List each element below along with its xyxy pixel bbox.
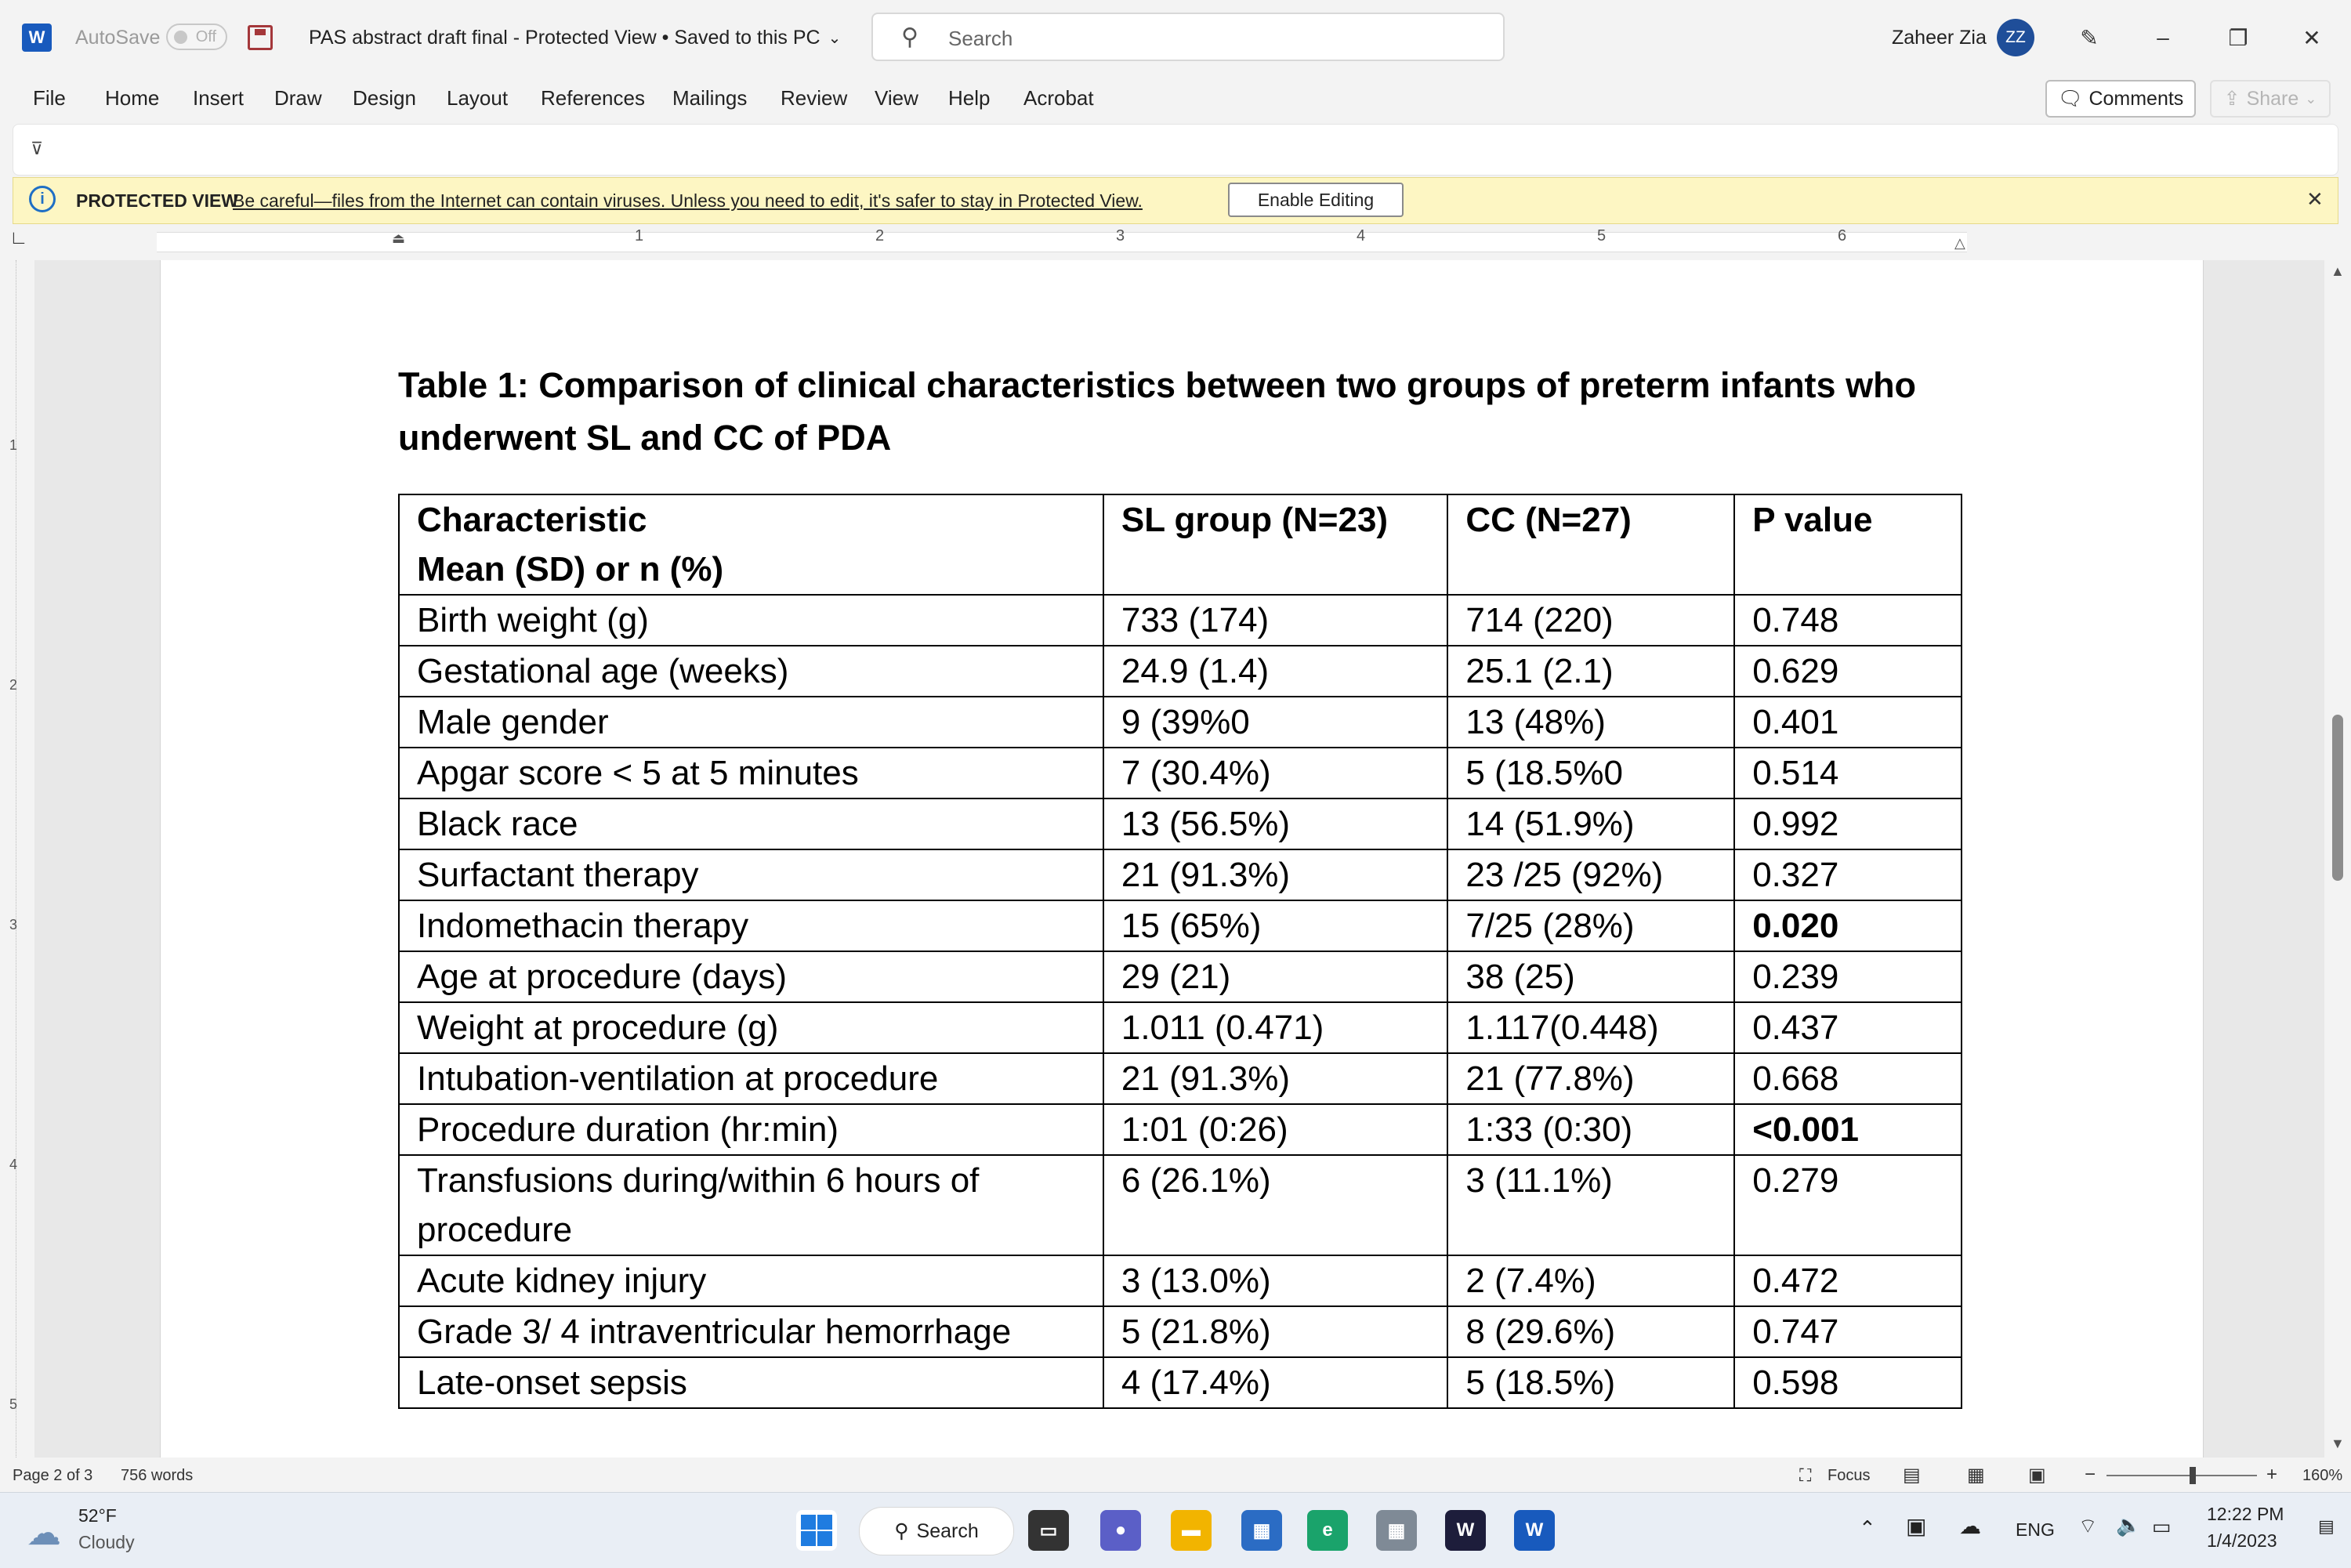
zoom-level[interactable]: 160% — [2302, 1467, 2343, 1484]
vertical-ruler-number: 1 — [9, 437, 18, 453]
title-bar — [0, 0, 2351, 75]
wifi-icon[interactable]: ⌔ — [2078, 1514, 2098, 1537]
info-icon: i — [29, 186, 56, 212]
tab-review[interactable]: Review — [781, 86, 848, 110]
display-icon[interactable]: ▣ — [1906, 1514, 1927, 1538]
data-table — [398, 494, 1962, 1409]
chevron-up-icon[interactable]: ⌃ — [1859, 1516, 1876, 1540]
battery-icon[interactable]: ▭ — [2152, 1515, 2172, 1538]
zoom-slider-thumb[interactable] — [2190, 1467, 2196, 1484]
tab-insert[interactable]: Insert — [193, 86, 245, 110]
table-row — [399, 798, 1962, 849]
cell-sl: 21 (91.3%) — [1103, 849, 1448, 900]
file-explorer-icon[interactable]: ▬ — [1171, 1510, 1212, 1551]
protected-view-message[interactable]: Be careful—files from the Internet can contain viruses. Unless you need to edit, it's safer to stay in Protected View. — [233, 190, 1143, 211]
cell-p: 0.279 — [1734, 1155, 1962, 1255]
cell-p: 0.401 — [1734, 697, 1962, 748]
cell-characteristic: Transfusions during/within 6 hours of procedure — [399, 1155, 1103, 1255]
cell-sl: 7 (30.4%) — [1103, 748, 1448, 798]
cell-p: 0.992 — [1734, 798, 1962, 849]
taskbar-search-button[interactable] — [859, 1507, 1014, 1555]
clock-time[interactable]: 12:22 PM — [2207, 1504, 2284, 1524]
word-count[interactable]: 756 words — [121, 1467, 194, 1484]
protected-view-label: PROTECTED VIEW — [76, 190, 239, 211]
print-layout-icon[interactable]: ▦ — [1967, 1465, 1985, 1486]
cell-p-significant: <0.001 — [1734, 1104, 1962, 1155]
cell-characteristic: Age at procedure (days) — [399, 951, 1103, 1002]
cell-p: 0.748 — [1734, 595, 1962, 646]
ruler-number: 2 — [875, 227, 885, 244]
zoom-out-button[interactable]: − — [2085, 1464, 2096, 1485]
table-row — [399, 1306, 1962, 1357]
search-icon: ⚲ — [901, 24, 918, 50]
horizontal-ruler[interactable] — [0, 227, 2351, 255]
tab-acrobat[interactable]: Acrobat — [1023, 86, 1094, 110]
cell-sl: 1.011 (0.471) — [1103, 1002, 1448, 1053]
cell-characteristic: Apgar score < 5 at 5 minutes — [399, 748, 1103, 798]
cell-sl: 3 (13.0%) — [1103, 1255, 1448, 1306]
save-icon[interactable] — [248, 25, 273, 50]
tab-mailings[interactable]: Mailings — [672, 86, 748, 110]
cell-cc: 14 (51.9%) — [1447, 798, 1734, 849]
cell-cc: 23 /25 (92%) — [1447, 849, 1734, 900]
word-taskbar-icon[interactable]: W — [1514, 1510, 1555, 1551]
restore-button[interactable]: ❐ — [2228, 25, 2248, 50]
close-icon[interactable]: ✕ — [2306, 187, 2324, 211]
table-row — [399, 1053, 1962, 1104]
ruler-number: 5 — [1597, 227, 1607, 244]
comment-icon: 🗨 — [2057, 87, 2083, 110]
cell-characteristic: Procedure duration (hr:min) — [399, 1104, 1103, 1155]
chat-icon[interactable]: ● — [1100, 1510, 1141, 1551]
cell-p: 0.437 — [1734, 1002, 1962, 1053]
webex-icon[interactable]: W — [1445, 1510, 1486, 1551]
language-indicator[interactable]: ENG — [2016, 1519, 2055, 1540]
share-label: Share — [2246, 87, 2299, 110]
share-button[interactable] — [2210, 80, 2331, 118]
table-header-row — [399, 494, 1962, 595]
share-icon: ⇪ — [2223, 88, 2241, 110]
cell-characteristic: Acute kidney injury — [399, 1255, 1103, 1306]
vertical-ruler-number: 4 — [9, 1157, 18, 1172]
tab-stop-icon[interactable]: ∟ — [9, 227, 28, 248]
cell-p: 0.598 — [1734, 1357, 1962, 1408]
cell-p: 0.629 — [1734, 646, 1962, 697]
cell-p: 0.239 — [1734, 951, 1962, 1002]
cell-sl: 29 (21) — [1103, 951, 1448, 1002]
vertical-ruler — [0, 260, 34, 1458]
tab-file[interactable]: File — [33, 86, 66, 110]
cell-characteristic: Male gender — [399, 697, 1103, 748]
clock-date[interactable]: 1/4/2023 — [2207, 1530, 2277, 1551]
cell-sl: 733 (174) — [1103, 595, 1448, 646]
cell-sl: 9 (39%0 — [1103, 697, 1448, 748]
windows-logo-icon — [799, 1513, 834, 1548]
table-row — [399, 646, 1962, 697]
word-app-icon: W — [22, 24, 52, 52]
vertical-ruler-number: 3 — [9, 917, 18, 932]
search-input[interactable] — [871, 13, 1505, 61]
cell-cc: 5 (18.5%) — [1447, 1357, 1734, 1408]
close-button[interactable]: ✕ — [2302, 25, 2321, 50]
cell-p: 0.747 — [1734, 1306, 1962, 1357]
vertical-ruler-number: 2 — [9, 677, 18, 693]
weather-temp[interactable]: 52°F — [78, 1505, 117, 1526]
cell-p: 0.472 — [1734, 1255, 1962, 1306]
taskbar-search-label: Search — [916, 1519, 979, 1542]
taskbar — [0, 1492, 2351, 1568]
cell-sl: 13 (56.5%) — [1103, 798, 1448, 849]
header-sl-group: SL group (N=23) — [1103, 494, 1448, 595]
chevron-down-icon: ⌄ — [2305, 90, 2317, 107]
page-count[interactable]: Page 2 of 3 — [13, 1467, 93, 1484]
ruler-number: 3 — [1116, 227, 1125, 244]
table-row — [399, 1357, 1962, 1408]
edge-icon[interactable]: e — [1307, 1510, 1348, 1551]
cell-p-significant: 0.020 — [1734, 900, 1962, 951]
table-row — [399, 1255, 1962, 1306]
enable-editing-button[interactable]: Enable Editing — [1228, 183, 1404, 217]
tab-home[interactable]: Home — [105, 86, 160, 110]
tab-references[interactable]: References — [541, 86, 645, 110]
table-row — [399, 1155, 1962, 1255]
vertical-ruler-number: 5 — [9, 1396, 18, 1412]
cell-characteristic: Surfactant therapy — [399, 849, 1103, 900]
tab-view[interactable]: View — [875, 86, 918, 110]
cell-cc: 21 (77.8%) — [1447, 1053, 1734, 1104]
cell-sl: 15 (65%) — [1103, 900, 1448, 951]
calculator-icon[interactable]: ▦ — [1376, 1510, 1417, 1551]
cell-p: 0.327 — [1734, 849, 1962, 900]
tab-draw[interactable]: Draw — [274, 86, 322, 110]
table-row — [399, 697, 1962, 748]
weather-desc[interactable]: Cloudy — [78, 1532, 135, 1552]
protected-view-bar — [13, 177, 2338, 224]
table-row — [399, 1002, 1962, 1053]
table-row — [399, 900, 1962, 951]
cell-sl: 5 (21.8%) — [1103, 1306, 1448, 1357]
minimize-button[interactable]: – — [2157, 25, 2169, 49]
zoom-slider[interactable] — [2106, 1475, 2257, 1476]
scrollbar-thumb[interactable] — [2332, 715, 2343, 881]
header-p-value: P value — [1734, 494, 1962, 595]
cell-cc: 38 (25) — [1447, 951, 1734, 1002]
vertical-scrollbar[interactable] — [2324, 260, 2351, 1458]
tab-layout[interactable]: Layout — [447, 86, 509, 110]
web-layout-icon[interactable]: ▣ — [2028, 1465, 2046, 1486]
cell-cc: 1.117(0.448) — [1447, 1002, 1734, 1053]
zoom-in-button[interactable]: + — [2266, 1464, 2278, 1485]
cell-cc: 714 (220) — [1447, 595, 1734, 646]
cell-cc: 8 (29.6%) — [1447, 1306, 1734, 1357]
cell-cc: 3 (11.1%) — [1447, 1155, 1734, 1255]
header-characteristic-line1: Characteristic — [417, 501, 647, 539]
ribbon-collapsed — [13, 124, 2338, 176]
table-row — [399, 951, 1962, 1002]
ruler-number: 4 — [1357, 227, 1366, 244]
table-row — [399, 748, 1962, 798]
tab-design[interactable]: Design — [353, 86, 416, 110]
user-name[interactable]: Zaheer Zia — [1892, 26, 1987, 49]
search-placeholder: Search — [948, 27, 1013, 50]
pen-icon[interactable]: ✎ — [2080, 25, 2099, 50]
read-mode-icon[interactable]: ▤ — [1903, 1465, 1921, 1486]
ruler-number: 1 — [635, 227, 644, 244]
focus-icon[interactable]: ⛶ — [1799, 1465, 1812, 1485]
indent-marker-icon[interactable]: ⏏ — [392, 230, 406, 246]
autosave-label: AutoSave — [75, 26, 161, 49]
cell-characteristic: Indomethacin therapy — [399, 900, 1103, 951]
menu-bar — [0, 75, 2351, 124]
cell-cc: 25.1 (2.1) — [1447, 646, 1734, 697]
cell-characteristic: Grade 3/ 4 intraventricular hemorrhage — [399, 1306, 1103, 1357]
ruler-track — [157, 232, 1967, 252]
cell-characteristic: Black race — [399, 798, 1103, 849]
tab-help[interactable]: Help — [948, 86, 991, 110]
cell-characteristic: Intubation-ventilation at procedure — [399, 1053, 1103, 1104]
notification-icon[interactable]: ▤ — [2318, 1516, 2335, 1536]
store-icon[interactable]: ▦ — [1241, 1510, 1282, 1551]
cell-sl: 24.9 (1.4) — [1103, 646, 1448, 697]
ribbon-expand-icon[interactable]: ⊽ — [31, 139, 44, 158]
header-characteristic — [399, 494, 1103, 595]
comments-label: Comments — [2088, 87, 2184, 110]
header-cc-group: CC (N=27) — [1447, 494, 1734, 595]
cell-sl: 6 (26.1%) — [1103, 1155, 1448, 1255]
table-row — [399, 849, 1962, 900]
scroll-up-icon[interactable]: ▲ — [2331, 263, 2345, 279]
ruler-number: 6 — [1838, 227, 1847, 244]
avatar[interactable]: ZZ — [1997, 19, 2034, 56]
table-title: Table 1: Comparison of clinical characteristics between two groups of preterm infants who underwent SL and CC of PDA — [398, 365, 1917, 458]
cell-sl: 21 (91.3%) — [1103, 1053, 1448, 1104]
search-icon: ⚲ — [894, 1520, 909, 1542]
windows-start-icon[interactable] — [796, 1510, 837, 1551]
cell-cc: 5 (18.5%0 — [1447, 748, 1734, 798]
cell-sl: 1:01 (0:26) — [1103, 1104, 1448, 1155]
document-title-text: PAS abstract draft final - Protected View • Saved to this PC — [309, 26, 820, 49]
volume-icon[interactable]: 🔈 — [2116, 1513, 2142, 1537]
table-row — [399, 1104, 1962, 1155]
cell-characteristic: Gestational age (weeks) — [399, 646, 1103, 697]
cell-cc: 13 (48%) — [1447, 697, 1734, 748]
onedrive-icon[interactable]: ☁ — [1959, 1514, 1981, 1538]
cell-characteristic: Birth weight (g) — [399, 595, 1103, 646]
table-row — [399, 595, 1962, 646]
comments-button[interactable] — [2045, 80, 2196, 118]
document-title[interactable] — [309, 0, 841, 75]
cell-sl: 4 (17.4%) — [1103, 1357, 1448, 1408]
cell-p: 0.668 — [1734, 1053, 1962, 1104]
cloud-icon[interactable]: ☁ — [27, 1514, 61, 1552]
header-characteristic-line2: Mean (SD) or n (%) — [417, 550, 724, 588]
cell-cc: 2 (7.4%) — [1447, 1255, 1734, 1306]
cell-cc: 1:33 (0:30) — [1447, 1104, 1734, 1155]
chevron-down-icon: ⌄ — [828, 29, 842, 47]
focus-button[interactable]: Focus — [1828, 1467, 1871, 1484]
task-view-icon[interactable]: ▭ — [1028, 1510, 1069, 1551]
status-bar — [0, 1458, 2351, 1492]
cell-characteristic: Late-onset sepsis — [399, 1357, 1103, 1408]
scroll-down-icon[interactable]: ▼ — [2331, 1436, 2345, 1451]
autosave-toggle[interactable]: Off — [166, 24, 227, 50]
cell-p: 0.514 — [1734, 748, 1962, 798]
cell-cc: 7/25 (28%) — [1447, 900, 1734, 951]
right-indent-marker-icon[interactable]: △ — [1954, 235, 1965, 251]
cell-characteristic: Weight at procedure (g) — [399, 1002, 1103, 1053]
